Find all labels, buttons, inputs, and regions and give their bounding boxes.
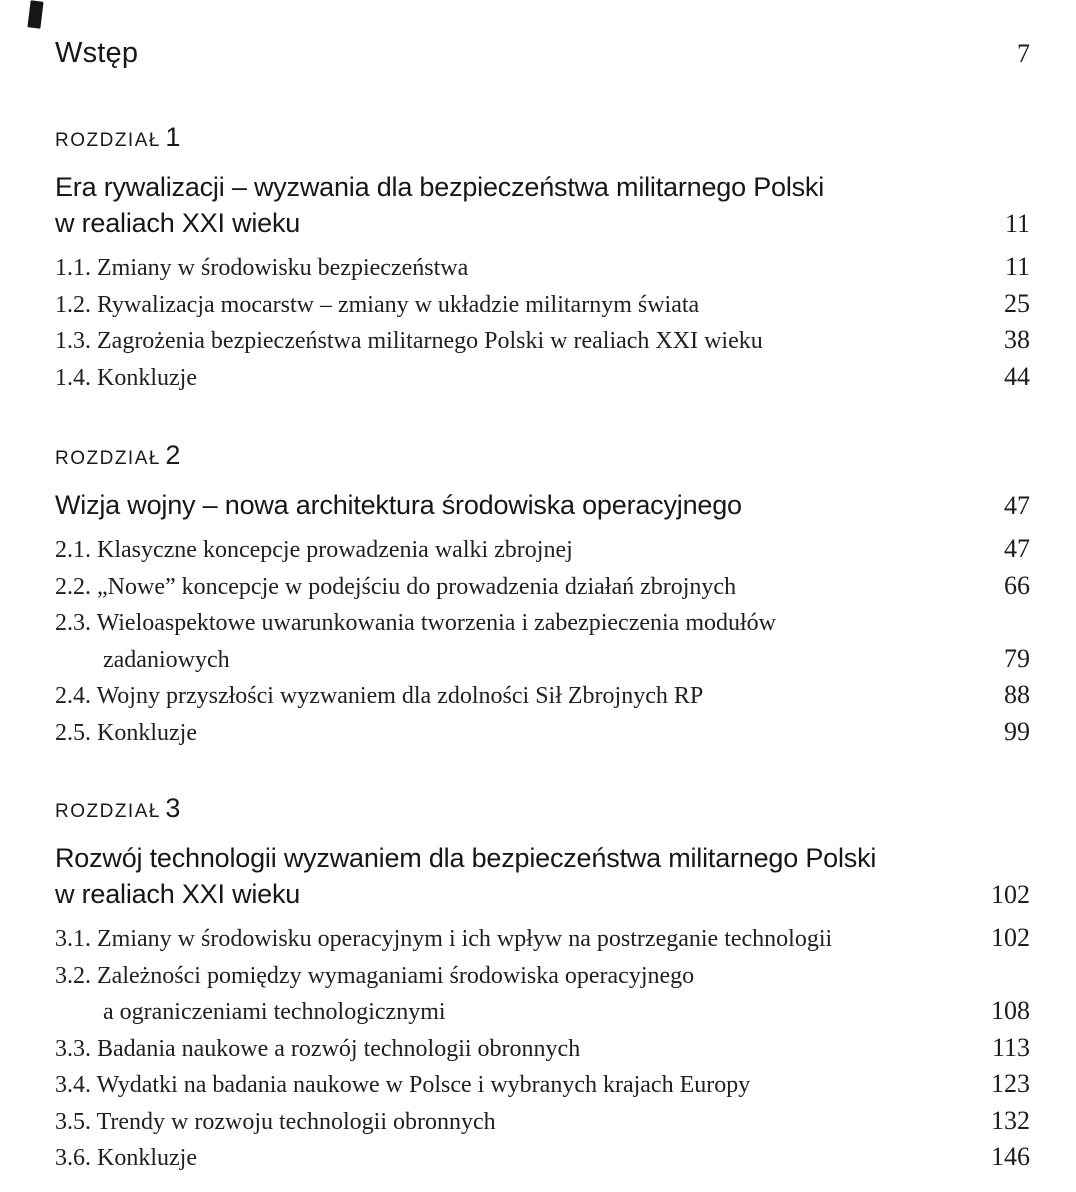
toc-entry xyxy=(55,569,1030,606)
toc-entry-multiline xyxy=(55,605,1030,678)
toc-page-number: 11 xyxy=(1004,209,1030,238)
chapter-3-title xyxy=(55,840,1030,912)
chapter-number: 2 xyxy=(165,440,181,470)
chapter-number: 1 xyxy=(165,122,181,152)
toc-entry xyxy=(55,532,1030,569)
toc-page-number: 79 xyxy=(1004,643,1030,673)
toc-entry xyxy=(55,1067,1030,1104)
toc-page-number: 44 xyxy=(1004,361,1030,391)
toc-page-number: 102 xyxy=(991,923,1030,952)
toc-entry-label: 3.6. Konkluzje xyxy=(55,1145,197,1171)
toc-page-number: 11 xyxy=(1004,252,1030,281)
toc-page-number: 47 xyxy=(1004,491,1030,520)
toc-page-number: 38 xyxy=(1004,325,1030,354)
toc-entry-label-continuation: zadaniowych xyxy=(103,646,230,673)
toc-entry-label: 2.2. „Nowe” koncepcje w podejściu do prowadzenia działań zbrojnych xyxy=(55,573,737,600)
toc-entry xyxy=(55,287,1030,324)
chapter-kicker-label: ROZDZIAŁ xyxy=(55,130,161,151)
chapter-kicker-label: ROZDZIAŁ xyxy=(55,801,161,822)
toc-entry-label: 1.1. Zmiany w środowisku bezpieczeństwa xyxy=(55,255,469,281)
toc-entry-label-continuation: a ograniczeniami technologicznymi xyxy=(103,999,446,1025)
toc-entry-label: 1.2. Rywalizacja mocarstw – zmiany w układzie militarnym świata xyxy=(55,291,700,318)
toc-entry-label: 3.4. Wydatki na badania naukowe w Polsce i wybranych krajach Europy xyxy=(55,1072,751,1098)
toc-page-number: 108 xyxy=(991,996,1030,1025)
chapter-number: 3 xyxy=(165,793,181,823)
toc-entry-label: 3.2. Zależności pomiędzy wymaganiami środowiska operacyjnego xyxy=(55,962,695,989)
toc-entry-label: 3.3. Badania naukowe a rozwój technologii obronnych xyxy=(55,1035,581,1062)
toc-entry-wstep xyxy=(55,36,1030,70)
chapter-kicker-label: ROZDZIAŁ xyxy=(55,448,161,469)
toc-entry-label: 2.1. Klasyczne koncepcje prowadzenia walki zbrojnej xyxy=(55,537,573,563)
chapter-title-line: Wizja wojny – nowa architektura środowiska operacyjnego xyxy=(55,490,742,520)
chapter-1-sections xyxy=(55,250,1030,396)
toc-entry-label: 1.4. Konkluzje xyxy=(55,364,197,391)
toc-page-number: 146 xyxy=(991,1142,1030,1171)
toc-entry-label: 3.5. Trendy w rozwoju technologii obronnych xyxy=(55,1108,496,1135)
toc-entry-label: Wstęp xyxy=(55,37,139,69)
toc-entry-label: 3.1. Zmiany w środowisku operacyjnym i ich wpływ na postrzeganie technologii xyxy=(55,926,833,952)
toc-entry xyxy=(55,323,1030,360)
toc-entry xyxy=(55,360,1030,397)
toc-page-number: 88 xyxy=(1004,680,1030,709)
chapter-title-line: w realiach XXI wieku xyxy=(55,879,301,909)
toc-page-number: 99 xyxy=(1004,716,1030,746)
toc-entry-label: 2.4. Wojny przyszłości wyzwaniem dla zdolności Sił Zbrojnych RP xyxy=(55,683,704,709)
toc-page-number: 123 xyxy=(991,1069,1030,1098)
toc-page-number: 47 xyxy=(1004,534,1030,563)
toc-page-number: 113 xyxy=(991,1032,1030,1062)
toc-entry xyxy=(55,678,1030,715)
toc-entry xyxy=(55,250,1030,287)
toc-entry xyxy=(55,1104,1030,1141)
toc-entry-label: 2.5. Konkluzje xyxy=(55,719,197,746)
toc-entry-label: 1.3. Zagrożenia bezpieczeństwa militarnego Polski w realiach XXI wieku xyxy=(55,328,763,354)
chapter-title-line: w realiach XXI wieku xyxy=(55,208,301,238)
toc-page-number: 102 xyxy=(991,880,1030,909)
toc-page-number: 132 xyxy=(991,1105,1030,1135)
toc-entry xyxy=(55,715,1030,752)
toc-entry-label: 2.3. Wieloaspektowe uwarunkowania tworzenia i zabezpieczenia modułów xyxy=(55,610,776,636)
chapter-2-title xyxy=(55,487,1030,523)
chapter-3-sections xyxy=(55,921,1030,1177)
toc-page-number: 25 xyxy=(1004,288,1030,318)
toc-entry xyxy=(55,1140,1030,1177)
chapter-1-title xyxy=(55,169,1030,241)
chapter-2-sections xyxy=(55,532,1030,751)
chapter-3-kicker xyxy=(55,793,1030,828)
chapter-title-line: Era rywalizacji – wyzwania dla bezpieczeństwa militarnego Polski xyxy=(55,172,825,202)
toc-entry-multiline xyxy=(55,958,1030,1031)
toc-entry xyxy=(55,1031,1030,1068)
chapter-2-kicker xyxy=(55,440,1030,475)
chapter-1-kicker xyxy=(55,122,1030,157)
chapter-title-line: Rozwój technologii wyzwaniem dla bezpieczeństwa militarnego Polski xyxy=(55,843,877,873)
toc-entry xyxy=(55,921,1030,958)
toc-page-number: 7 xyxy=(1017,39,1030,68)
toc-page-number: 66 xyxy=(1004,570,1030,600)
